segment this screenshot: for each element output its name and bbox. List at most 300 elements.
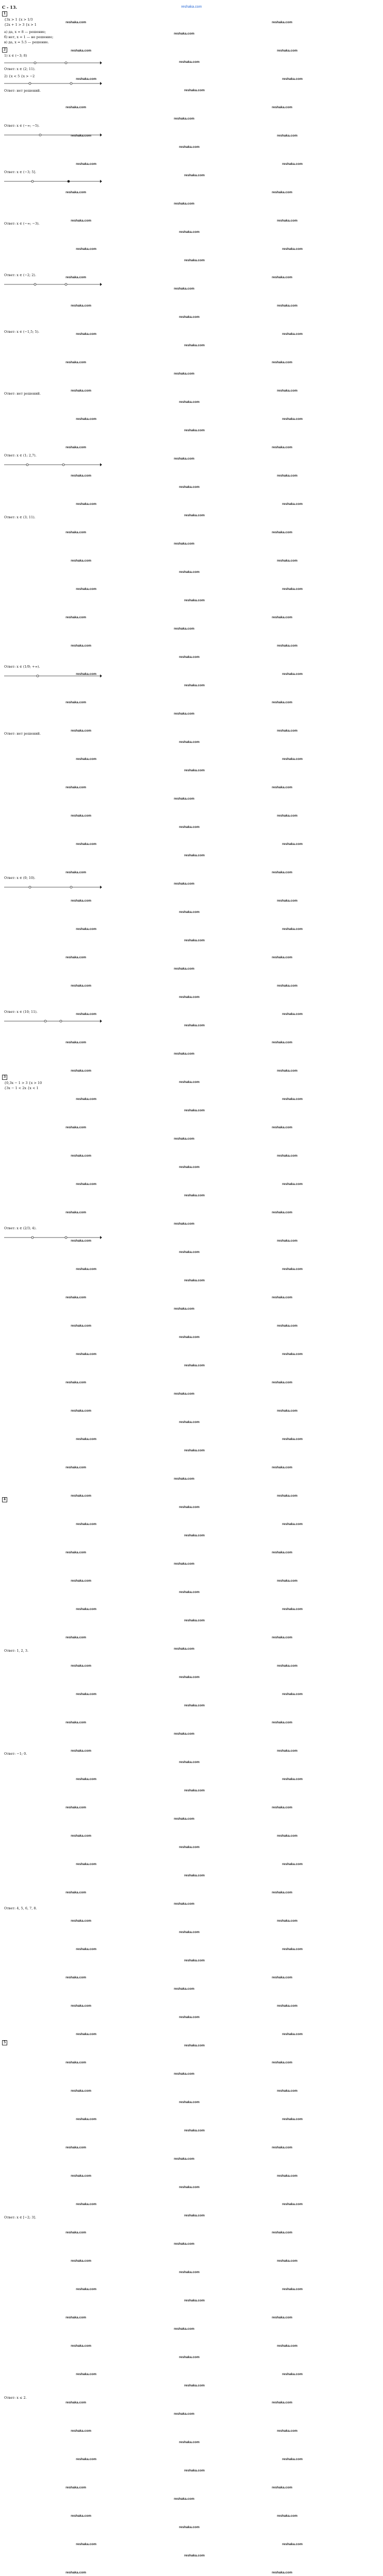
watermark-text: reshaka.com [277,389,298,393]
watermark-text: reshaka.com [282,1862,303,1866]
watermark-text: reshaka.com [174,1987,195,1991]
watermark-text: reshaka.com [179,1590,200,1594]
watermark-text: reshaka.com [184,1619,205,1622]
task-2-line: Ответ: x ∈ (1; 2,7). [4,453,37,457]
watermark-text: reshaka.com [65,701,87,704]
watermark-text: reshaka.com [76,162,97,166]
watermark-text: reshaka.com [71,899,92,903]
watermark-text: reshaka.com [282,247,303,251]
watermark-text: reshaka.com [76,1777,97,1781]
watermark-text: reshaka.com [71,814,92,818]
watermark-text: reshaka.com [76,332,97,336]
watermark-text: reshaka.com [277,474,298,478]
watermark-text: reshaka.com [184,344,205,347]
watermark-text: reshaka.com [76,1607,97,1611]
watermark-text: reshaka.com [65,2401,87,2404]
watermark-text: reshaka.com [174,542,195,546]
watermark-text: reshaka.com [65,616,87,619]
watermark-text: reshaka.com [272,1126,293,1129]
watermark-text: reshaka.com [179,1080,200,1084]
number-line-svg [4,80,102,87]
watermark-text: reshaka.com [179,2100,200,2104]
watermark-text: reshaka.com [272,1211,293,1214]
watermark-text: reshaka.com [282,417,303,421]
watermark-text: reshaka.com [179,60,200,64]
watermark-text: reshaka.com [71,984,92,988]
task-2-line: 1) x ∈ (−3; 8) [4,54,27,58]
watermark-text: reshaka.com [65,1296,87,1299]
watermark-text: reshaka.com [272,21,293,24]
watermark-text: reshaka.com [272,1891,293,1894]
watermark-text: reshaka.com [272,1721,293,1724]
watermark-text: reshaka.com [282,927,303,931]
watermark-text: reshaka.com [174,117,195,121]
watermark-text: reshaka.com [76,1012,97,1016]
watermark-text: reshaka.com [184,1534,205,1537]
watermark-text: reshaka.com [71,1494,92,1498]
watermark-text: reshaka.com [179,1930,200,1934]
watermark-text: reshaka.com [76,1862,97,1866]
watermark-text: reshaka.com [184,2214,205,2217]
watermark-text: reshaka.com [76,1267,97,1271]
watermark-text: reshaka.com [184,1789,205,1792]
watermark-text: reshaka.com [76,672,97,676]
watermark-text: reshaka.com [277,1154,298,1158]
watermark-text: reshaka.com [76,2287,97,2291]
watermark-text: reshaka.com [184,429,205,432]
watermark-text: reshaka.com [179,1335,200,1339]
watermark-text: reshaka.com [71,559,92,563]
watermark-text: reshaka.com [65,2571,87,2574]
watermark-text: reshaka.com [184,769,205,772]
watermark-text: reshaka.com [71,1069,92,1073]
watermark-text: reshaka.com [184,1449,205,1452]
watermark-text: reshaka.com [174,797,195,801]
watermark-text: reshaka.com [179,2355,200,2359]
watermark-text: reshaka.com [272,1806,293,1809]
watermark-text: reshaka.com [174,2497,195,2501]
watermark-text: reshaka.com [65,1891,87,1894]
watermark-text: reshaka.com [71,1324,92,1328]
task-number-4: 4 [2,1497,7,1502]
watermark-text: reshaka.com [76,1352,97,1356]
watermark-text: reshaka.com [76,2202,97,2206]
watermark-text: reshaka.com [282,1012,303,1016]
watermark-text: reshaka.com [179,570,200,574]
watermark-text: reshaka.com [277,2259,298,2263]
task-3-line: {0,3x − 1 > 3 {x > 10 [4,1081,42,1085]
watermark-text: reshaka.com [71,1919,92,1923]
watermark-text: reshaka.com [174,2157,195,2161]
watermark-text: reshaka.com [277,899,298,903]
watermark-text: reshaka.com [179,2185,200,2189]
watermark-text: reshaka.com [184,514,205,517]
watermark-text: reshaka.com [179,740,200,744]
task-2-line: Ответ: x ∈ (−∞; −3). [4,222,40,226]
watermark-text: reshaka.com [65,786,87,789]
watermark-text: reshaka.com [277,984,298,988]
number-line-svg [4,884,102,890]
task-2-line: Ответ: x ∈ (−3; 5]. [4,170,37,174]
watermark-text: reshaka.com [282,2117,303,2121]
watermark-text: reshaka.com [174,1732,195,1736]
watermark-text: reshaka.com [71,49,92,53]
watermark-text: reshaka.com [277,219,298,223]
watermark-text: reshaka.com [184,2554,205,2557]
watermark-text: reshaka.com [184,1109,205,1112]
watermark-text: reshaka.com [71,2089,92,2093]
watermark-text: reshaka.com [71,1749,92,1753]
watermark-text: reshaka.com [272,2316,293,2319]
watermark-text: reshaka.com [184,1194,205,1197]
watermark-text: reshaka.com [277,1919,298,1923]
watermark-text: reshaka.com [272,1636,293,1639]
watermark-text: reshaka.com [71,1664,92,1668]
watermark-text: reshaka.com [179,1760,200,1764]
watermark-text: reshaka.com [277,1239,298,1243]
watermark-text: reshaka.com [272,2571,293,2574]
watermark-text: reshaka.com [76,587,97,591]
watermark-text: reshaka.com [272,1041,293,1044]
watermark-text: reshaka.com [282,672,303,676]
watermark-text: reshaka.com [184,2469,205,2472]
task-2-line: 2) {x < 5 {x > −2 [4,74,35,78]
watermark-text: reshaka.com [65,1466,87,1469]
watermark-text: reshaka.com [282,1267,303,1271]
watermark-text: reshaka.com [272,2231,293,2234]
number-line-svg [4,60,102,66]
task-1-line: в) да, x = 5.5 — решение. [4,40,49,44]
watermark-text: reshaka.com [179,485,200,489]
watermark-text: reshaka.com [277,2429,298,2433]
watermark-text: reshaka.com [277,644,298,648]
task-4-line: Ответ: 1, 2, 3. [4,1649,29,1653]
watermark-text: reshaka.com [71,219,92,223]
watermark-text: reshaka.com [65,1551,87,1554]
task-number-3: 3 [2,1075,7,1080]
watermark-text: reshaka.com [76,417,97,421]
watermark-text: reshaka.com [272,1466,293,1469]
watermark-text: reshaka.com [76,2543,97,2546]
watermark-text: reshaka.com [282,2543,303,2546]
watermark-text: reshaka.com [174,2072,195,2076]
watermark-text: reshaka.com [282,1097,303,1101]
number-line [4,884,102,890]
watermark-text: reshaka.com [272,701,293,704]
watermark-text: reshaka.com [277,1664,298,1668]
watermark-text: reshaka.com [71,134,92,138]
watermark-text: reshaka.com [76,2032,97,2036]
watermark-text: reshaka.com [71,1579,92,1583]
task-2-line: Ответ: x ∈ (1/9; +∞). [4,665,40,669]
watermark-text: reshaka.com [277,304,298,308]
watermark-text: reshaka.com [272,446,293,449]
watermark-text: reshaka.com [76,2372,97,2376]
watermark-text: reshaka.com [174,1562,195,1566]
watermark-text: reshaka.com [71,2174,92,2178]
number-line-svg [4,281,102,287]
watermark-text: reshaka.com [174,1307,195,1311]
watermark-text: reshaka.com [65,2486,87,2489]
watermark-text: reshaka.com [179,1675,200,1679]
watermark-text: reshaka.com [277,1494,298,1498]
watermark-text: reshaka.com [179,2015,200,2019]
watermark-text: reshaka.com [277,1749,298,1753]
number-line [4,281,102,287]
watermark-text: reshaka.com [272,531,293,534]
watermark-text: reshaka.com [272,2401,293,2404]
watermark-text: reshaka.com [184,2384,205,2387]
watermark-text: reshaka.com [65,1721,87,1724]
watermark-text: reshaka.com [174,202,195,206]
task-number-5: 5 [2,2040,7,2045]
watermark-text: reshaka.com [174,457,195,461]
number-line [4,462,102,468]
watermark-text: reshaka.com [184,1959,205,1962]
watermark-text: reshaka.com [76,757,97,761]
watermark-text: reshaka.com [174,2327,195,2331]
number-line-svg [4,462,102,468]
watermark-text: reshaka.com [179,2441,200,2444]
site-header-link[interactable]: reshaka.com [181,5,202,9]
number-line-svg [4,178,102,184]
watermark-text: reshaka.com [179,655,200,659]
task-3-line: {3x − 1 < 2x {x < 1 [4,1086,39,1090]
watermark-text: reshaka.com [71,1154,92,1158]
watermark-text: reshaka.com [272,1551,293,1554]
watermark-text: reshaka.com [184,599,205,602]
watermark-text: reshaka.com [174,2242,195,2246]
watermark-text: reshaka.com [174,32,195,36]
task-1-line: а) да, x = 8 — решение; [4,30,46,34]
watermark-text: reshaka.com [65,106,87,109]
watermark-text: reshaka.com [277,2174,298,2178]
watermark-text: reshaka.com [277,49,298,53]
watermark-text: reshaka.com [277,814,298,818]
watermark-text: reshaka.com [282,162,303,166]
watermark-text: reshaka.com [272,2486,293,2489]
watermark-text: reshaka.com [282,2202,303,2206]
watermark-text: reshaka.com [184,1364,205,1367]
watermark-text: reshaka.com [277,2514,298,2518]
watermark-text: reshaka.com [179,910,200,914]
watermark-text: reshaka.com [71,1239,92,1243]
watermark-text: reshaka.com [272,956,293,959]
watermark-text: reshaka.com [65,1381,87,1384]
watermark-text: reshaka.com [71,644,92,648]
watermark-text: reshaka.com [71,2004,92,2008]
task-5-line: Ответ: x ∈ [−2; 3]. [4,2215,37,2219]
watermark-text: reshaka.com [179,2526,200,2529]
watermark-text: reshaka.com [71,2259,92,2263]
watermark-text: reshaka.com [179,995,200,999]
watermark-text: reshaka.com [174,1902,195,1906]
watermark-text: reshaka.com [282,2287,303,2291]
watermark-text: reshaka.com [184,2044,205,2047]
watermark-text: reshaka.com [76,842,97,846]
watermark-text: reshaka.com [65,2316,87,2319]
watermark-text: reshaka.com [174,1817,195,1821]
task-2-line: Ответ: нет решений. [4,732,41,736]
watermark-text: reshaka.com [179,1165,200,1169]
watermark-text: reshaka.com [184,1874,205,1877]
watermark-text: reshaka.com [71,2429,92,2433]
watermark-text: reshaka.com [65,361,87,364]
watermark-text: reshaka.com [277,2344,298,2348]
watermark-text: reshaka.com [71,474,92,478]
number-line [4,1018,102,1024]
watermark-text: reshaka.com [179,1505,200,1509]
task-2-line: Ответ: x ∈ (−∞; −5). [4,124,40,128]
watermark-text: reshaka.com [184,1024,205,1027]
watermark-text: reshaka.com [71,2344,92,2348]
watermark-text: reshaka.com [71,389,92,393]
watermark-text: reshaka.com [65,1211,87,1214]
watermark-text: reshaka.com [174,2412,195,2416]
watermark-text: reshaka.com [272,106,293,109]
watermark-text: reshaka.com [174,712,195,716]
watermark-text: reshaka.com [65,1636,87,1639]
task-4-line: Ответ: 4, 5, 6, 7, 8. [4,1906,37,1910]
watermark-text: reshaka.com [184,2299,205,2302]
watermark-text: reshaka.com [65,1041,87,1044]
watermark-text: reshaka.com [65,531,87,534]
watermark-text: reshaka.com [282,1522,303,1526]
watermark-text: reshaka.com [174,1222,195,1226]
watermark-text: reshaka.com [272,191,293,194]
task-2-line: Ответ: нет решений. [4,89,41,93]
watermark-text: reshaka.com [184,939,205,942]
task-1-line: {3x > 1 {x > 1/3 [4,18,33,22]
watermark-text: reshaka.com [282,1947,303,1951]
watermark-text: reshaka.com [282,587,303,591]
watermark-text: reshaka.com [277,2004,298,2008]
watermark-text: reshaka.com [277,1579,298,1583]
watermark-text: reshaka.com [179,400,200,404]
task-3-line: Ответ: x ∈ (2/3; 4). [4,1226,37,1230]
watermark-text: reshaka.com [282,1607,303,1611]
task-2-line: Ответ: x ∈ (0; 10). [4,876,36,880]
watermark-text: reshaka.com [65,1806,87,1809]
watermark-text: reshaka.com [184,2129,205,2132]
watermark-text: reshaka.com [179,1250,200,1254]
watermark-text: reshaka.com [76,1097,97,1101]
number-line-svg [4,1018,102,1024]
watermark-text: reshaka.com [76,1182,97,1186]
watermark-text: reshaka.com [65,1976,87,1979]
watermark-text: reshaka.com [76,1692,97,1696]
watermark-text: reshaka.com [174,1137,195,1141]
watermark-text: reshaka.com [282,2032,303,2036]
watermark-text: reshaka.com [174,1477,195,1481]
watermark-text: reshaka.com [174,627,195,631]
watermark-text: reshaka.com [272,871,293,874]
watermark-text: reshaka.com [272,1976,293,1979]
watermark-text: reshaka.com [179,315,200,319]
watermark-text: reshaka.com [277,134,298,138]
watermark-text: reshaka.com [174,967,195,971]
task-number-1: 1 [2,11,7,16]
watermark-text: reshaka.com [65,1126,87,1129]
task-number-2: 2 [2,47,7,53]
task-1-line: б) нет, x = 1 — не решение; [4,35,54,39]
watermark-text: reshaka.com [65,956,87,959]
watermark-text: reshaka.com [76,247,97,251]
watermark-text: reshaka.com [272,1296,293,1299]
watermark-text: reshaka.com [282,1182,303,1186]
watermark-text: reshaka.com [179,2270,200,2274]
watermark-text: reshaka.com [282,2458,303,2461]
watermark-text: reshaka.com [282,842,303,846]
watermark-text: reshaka.com [71,1409,92,1413]
watermark-text: reshaka.com [76,927,97,931]
task-2-line: Ответ: x ∈ (−1,5; 5). [4,330,40,334]
watermark-text: reshaka.com [76,1437,97,1441]
task-5-line: Ответ: x ≤ 2. [4,2396,27,2400]
watermark-text: reshaka.com [174,882,195,886]
watermark-text: reshaka.com [184,259,205,262]
watermark-text: reshaka.com [184,89,205,92]
watermark-text: reshaka.com [272,616,293,619]
watermark-text: reshaka.com [179,145,200,149]
watermark-text: reshaka.com [174,287,195,291]
watermark-text: reshaka.com [282,1692,303,1696]
watermark-text: reshaka.com [65,446,87,449]
watermark-text: reshaka.com [184,1279,205,1282]
watermark-text: reshaka.com [282,1777,303,1781]
watermark-text: reshaka.com [71,304,92,308]
watermark-text: reshaka.com [179,1420,200,1424]
watermark-text: reshaka.com [272,1381,293,1384]
watermark-text: reshaka.com [272,786,293,789]
watermark-text: reshaka.com [184,174,205,177]
watermark-text: reshaka.com [71,1834,92,1838]
task-2-line: Ответ: x ∈ (2; 11). [4,67,36,71]
page-title: С - 13. [2,5,18,10]
watermark-text: reshaka.com [277,2089,298,2093]
watermark-text: reshaka.com [76,502,97,506]
watermark-text: reshaka.com [277,1409,298,1413]
watermark-text: reshaka.com [174,1392,195,1396]
number-line [4,178,102,184]
watermark-text: reshaka.com [76,1522,97,1526]
watermark-text: reshaka.com [174,1052,195,1056]
watermark-text: reshaka.com [277,559,298,563]
task-4-line: Ответ: −1; 0. [4,1752,27,1756]
task-2-line: Ответ: x ∈ (3; 11). [4,515,36,519]
watermark-text: reshaka.com [174,1647,195,1651]
watermark-text: reshaka.com [71,2514,92,2518]
task-1-line: {2x + 1 > 3 {x > 1 [4,23,37,27]
watermark-text: reshaka.com [282,332,303,336]
watermark-text: reshaka.com [277,1069,298,1073]
number-line [4,80,102,87]
watermark-text: reshaka.com [179,1845,200,1849]
task-2-line: Ответ: нет решений. [4,392,41,396]
watermark-text: reshaka.com [282,1437,303,1441]
watermark-text: reshaka.com [65,871,87,874]
watermark-text: reshaka.com [65,276,87,279]
watermark-text: reshaka.com [282,757,303,761]
watermark-text: reshaka.com [282,502,303,506]
watermark-text: reshaka.com [174,372,195,376]
watermark-text: reshaka.com [282,2372,303,2376]
watermark-text: reshaka.com [277,1324,298,1328]
watermark-text: reshaka.com [76,2458,97,2461]
watermark-text: reshaka.com [184,854,205,857]
watermark-text: reshaka.com [277,729,298,733]
watermark-text: reshaka.com [76,77,97,81]
